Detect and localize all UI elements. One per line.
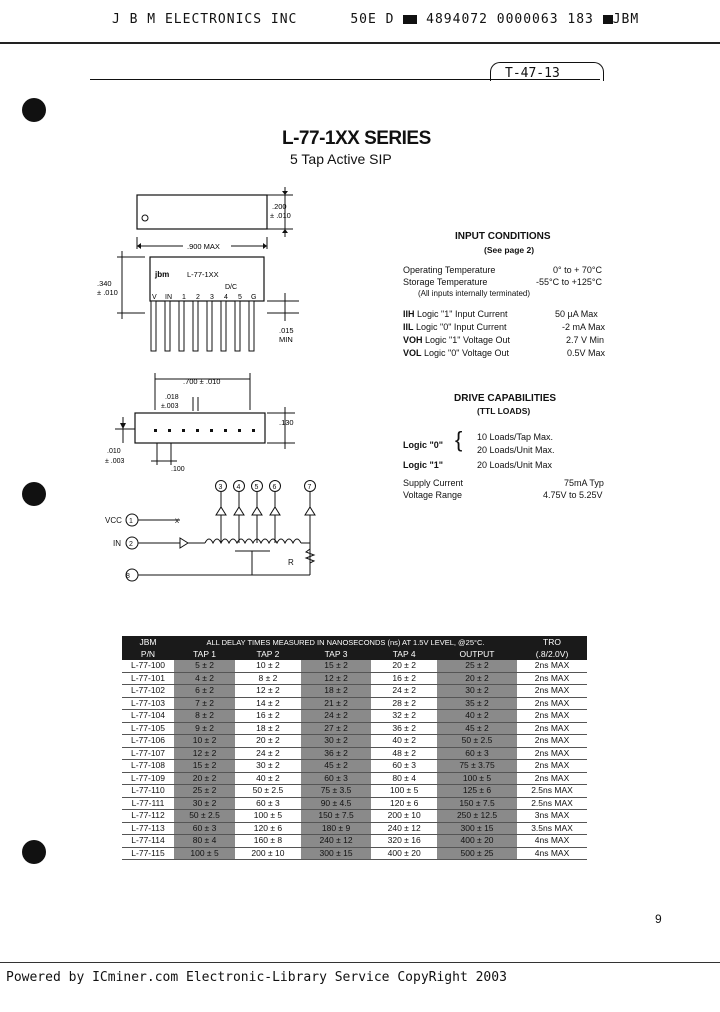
table-cell: 3.5ns MAX <box>517 822 587 835</box>
dim-130: .130 <box>279 418 294 427</box>
sch-tap-labels <box>219 484 312 491</box>
table-cell: L-77-103 <box>122 697 174 710</box>
table-cell: 18 ± 2 <box>301 685 371 698</box>
brace-icon: { <box>455 427 463 452</box>
schematic <box>105 481 316 582</box>
input-conditions-heading: INPUT CONDITIONS <box>455 231 551 242</box>
sch-in-label: IN <box>113 539 121 548</box>
table-cell: 250 ± 12.5 <box>437 810 517 823</box>
doc-number: T-47-13 <box>505 66 560 81</box>
package-top-view <box>137 195 267 229</box>
table-cell: 75 ± 3.5 <box>301 785 371 798</box>
table-cell: L-77-114 <box>122 835 174 848</box>
table-cell: L-77-104 <box>122 710 174 723</box>
table-row <box>122 760 587 773</box>
table-cell: 27 ± 2 <box>301 722 371 735</box>
table-cell: L-77-113 <box>122 822 174 835</box>
logic-symbol: VOL <box>403 348 422 358</box>
company-name: J B M ELECTRONICS INC <box>112 12 298 27</box>
jbm-header: JBM <box>122 636 174 648</box>
table-cell: 50 ± 2.5 <box>174 810 235 823</box>
table-cell: 32 ± 2 <box>371 710 437 723</box>
body-logo: jbm <box>155 270 170 279</box>
logic-label: Logic "1" Input Current <box>417 309 508 319</box>
table-row <box>122 735 587 748</box>
table-cell: 30 ± 2 <box>301 735 371 748</box>
table-cell: 60 ± 3 <box>371 760 437 773</box>
pin-labels <box>152 294 256 301</box>
table-cell: L-77-106 <box>122 735 174 748</box>
logic-value: 0.5V Max <box>567 348 606 358</box>
table-row <box>122 722 587 735</box>
table-cell: 30 ± 2 <box>235 760 301 773</box>
input-conditions-note: (See page 2) <box>484 245 535 255</box>
barcode-block <box>403 15 417 24</box>
table-cell: 240 ± 12 <box>371 822 437 835</box>
table-row <box>122 672 587 685</box>
pin-label: IN <box>165 294 172 301</box>
table-cell: 75 ± 3.75 <box>437 760 517 773</box>
page-subtitle: 5 Tap Active SIP <box>290 151 392 167</box>
sch-pin-2: 2 <box>129 541 133 548</box>
table-cell: 28 ± 2 <box>371 697 437 710</box>
voltage-label: Voltage Range <box>403 490 463 500</box>
table-cell: 2ns MAX <box>517 747 587 760</box>
table-cell: 24 ± 2 <box>301 710 371 723</box>
table-row <box>122 847 587 860</box>
dim-700: .700 ± .010 <box>183 377 221 386</box>
table-cell: 21 ± 2 <box>301 697 371 710</box>
table-cell: 320 ± 16 <box>371 835 437 848</box>
spec-label: Operating Temperature <box>403 265 496 275</box>
sch-tap-label: 4 <box>236 484 241 491</box>
pin-label: 4 <box>224 294 228 301</box>
col-header: TAP 4 <box>371 648 437 660</box>
table-row <box>122 835 587 848</box>
logic-symbol: IIH <box>403 309 415 319</box>
table-cell: 16 ± 2 <box>235 710 301 723</box>
table-cell: L-77-101 <box>122 672 174 685</box>
binder-hole <box>22 840 46 864</box>
col-header: TAP 2 <box>235 648 301 660</box>
table-cell: 100 ± 5 <box>371 785 437 798</box>
table-cell: 2ns MAX <box>517 722 587 735</box>
table-cell: 100 ± 5 <box>235 810 301 823</box>
table-cell: 25 ± 2 <box>437 660 517 672</box>
table-cell: L-77-109 <box>122 772 174 785</box>
logic0-a: 10 Loads/Tap Max. <box>477 432 554 442</box>
table-cell: 48 ± 2 <box>371 747 437 760</box>
table-cell: 24 ± 2 <box>371 685 437 698</box>
table-cell: 400 ± 20 <box>371 847 437 860</box>
sch-tap-label: 5 <box>254 484 259 491</box>
table-cell: 6 ± 2 <box>174 685 235 698</box>
package-drawing <box>95 185 405 595</box>
table-cell: 36 ± 2 <box>301 747 371 760</box>
supply-value: 75mA Typ <box>564 478 604 488</box>
dim-015: .015 <box>279 326 294 335</box>
table-cell: 10 ± 2 <box>174 735 235 748</box>
table-cell: 80 ± 4 <box>174 835 235 848</box>
spec-value: -55°C to +125°C <box>536 277 602 287</box>
binder-hole <box>22 98 46 122</box>
col-header: TAP 3 <box>301 648 371 660</box>
pin-label: V <box>152 294 157 301</box>
logic-value: 2.7 V Min <box>566 335 605 345</box>
table-cell: 240 ± 12 <box>301 835 371 848</box>
sch-tap-label: 3 <box>218 484 223 491</box>
table-cell: 4ns MAX <box>517 835 587 848</box>
dim-340-tol: ± .010 <box>97 288 118 297</box>
page-title: L-77-1XX SERIES <box>282 128 431 149</box>
table-cell: L-77-111 <box>122 797 174 810</box>
table-cell: 15 ± 2 <box>174 760 235 773</box>
catalog-number: 4894072 0000063 183 <box>426 12 594 27</box>
supply-label: Supply Current <box>403 478 464 488</box>
table-cell: 40 ± 2 <box>235 772 301 785</box>
pn-header: P/N <box>122 648 174 660</box>
sch-pin-1: 1 <box>129 518 133 525</box>
brand-mark: JBM <box>612 12 640 27</box>
table-cell: L-77-102 <box>122 685 174 698</box>
dim-018: .018 <box>165 394 179 401</box>
package-bottom-view <box>135 413 265 443</box>
tro-header: TRO <box>517 636 587 648</box>
table-cell: 3ns MAX <box>517 810 587 823</box>
sch-r-label: R <box>288 558 294 567</box>
table-cell: 20 ± 2 <box>437 672 517 685</box>
table-cell: 150 ± 7.5 <box>301 810 371 823</box>
table-cell: 20 ± 2 <box>174 772 235 785</box>
sch-vcc-label: VCC <box>105 516 122 525</box>
logic-symbol: VOH <box>403 335 423 345</box>
table-cell: L-77-105 <box>122 722 174 735</box>
table-cell: 8 ± 2 <box>174 710 235 723</box>
table-cell: 8 ± 2 <box>235 672 301 685</box>
footer-rule <box>0 962 720 963</box>
logic0-label: Logic "0" <box>403 440 444 450</box>
page-number: 9 <box>655 912 662 926</box>
table-cell: 150 ± 7.5 <box>437 797 517 810</box>
table-cell: 100 ± 5 <box>437 772 517 785</box>
pin-label: 5 <box>238 294 242 301</box>
table-cell: 12 ± 2 <box>301 672 371 685</box>
spec-value: 0° to + 70°C <box>553 265 602 275</box>
table-cell: 400 ± 20 <box>437 835 517 848</box>
table-cell: 20 ± 2 <box>235 735 301 748</box>
pin-label: 3 <box>210 294 214 301</box>
header-rule <box>0 42 720 44</box>
logic1-label: Logic "1" <box>403 460 444 470</box>
table-cell: 45 ± 2 <box>301 760 371 773</box>
table-row <box>122 785 587 798</box>
table-cell: L-77-115 <box>122 847 174 860</box>
body-part-label: L-77-1XX <box>187 270 219 279</box>
header-line <box>112 12 639 27</box>
table-cell: 9 ± 2 <box>174 722 235 735</box>
spec-label: Storage Temperature <box>403 277 488 287</box>
table-cell: 36 ± 2 <box>371 722 437 735</box>
table-cell: 5 ± 2 <box>174 660 235 672</box>
table-cell: 2ns MAX <box>517 672 587 685</box>
voltage-value: 4.75V to 5.25V <box>543 490 603 500</box>
spec-row <box>403 277 487 287</box>
table-cell: 24 ± 2 <box>235 747 301 760</box>
pin-label: G <box>251 294 257 301</box>
binder-hole <box>22 482 46 506</box>
spec-row <box>403 265 495 275</box>
footer-text: Powered by ICminer.com Electronic-Library Service CopyRight 2003 <box>6 970 507 985</box>
logic-row <box>403 348 509 358</box>
table-cell: 12 ± 2 <box>174 747 235 760</box>
dim-max-length: .900 MAX <box>187 242 220 251</box>
table-cell: 500 ± 25 <box>437 847 517 860</box>
body-dc: D/C <box>225 284 238 291</box>
table-row <box>122 660 587 672</box>
drive-sub: (TTL LOADS) <box>477 406 531 416</box>
table-cell: 4ns MAX <box>517 847 587 860</box>
table-cell: 2ns MAX <box>517 685 587 698</box>
sch-pin-8: 8 <box>126 573 130 580</box>
table-cell: 100 ± 5 <box>174 847 235 860</box>
table-row <box>122 772 587 785</box>
tro-sub-header: (.8/2.0V) <box>517 648 587 660</box>
drive-heading: DRIVE CAPABILITIES <box>454 393 557 404</box>
logic-label: Logic "0" Voltage Out <box>424 348 509 358</box>
table-cell: 12 ± 2 <box>235 685 301 698</box>
logic-row <box>403 322 506 332</box>
table-cell: 60 ± 3 <box>174 822 235 835</box>
dim-340: .340 <box>97 279 112 288</box>
table-cell: 160 ± 8 <box>235 835 301 848</box>
span-header: ALL DELAY TIMES MEASURED IN NANOSECONDS (ns) AT 1.5V LEVEL, @25°C. <box>174 636 517 648</box>
dim-height: .200 <box>272 202 287 211</box>
bottom-pin-dots <box>154 429 255 432</box>
logic0-b: 20 Loads/Unit Max. <box>477 445 555 455</box>
pin-label: 1 <box>182 294 186 301</box>
table-row <box>122 710 587 723</box>
logic-row <box>403 309 507 319</box>
package-leads <box>151 301 254 351</box>
sch-tap-label: 7 <box>307 484 312 491</box>
table-cell: 35 ± 2 <box>437 697 517 710</box>
table-cell: 60 ± 3 <box>235 797 301 810</box>
table-cell: L-77-100 <box>122 660 174 672</box>
dim-010-tol: ± .003 <box>105 458 125 465</box>
table-cell: 7 ± 2 <box>174 697 235 710</box>
table-cell: 2ns MAX <box>517 660 587 672</box>
logic-value: -2 mA Max <box>562 322 606 332</box>
table-cell: 4 ± 2 <box>174 672 235 685</box>
col-header: TAP 1 <box>174 648 235 660</box>
table-row <box>122 822 587 835</box>
svg-text:x: x <box>175 516 179 525</box>
delay-table <box>122 636 587 860</box>
table-cell: 2.5ns MAX <box>517 785 587 798</box>
doc-rule <box>90 79 600 80</box>
table-cell: 10 ± 2 <box>235 660 301 672</box>
dim-min: MIN <box>279 335 293 344</box>
pin-label: 2 <box>196 294 200 301</box>
table-row <box>122 810 587 823</box>
dim-010: .010 <box>107 448 121 455</box>
table-row <box>122 685 587 698</box>
table-cell: 2ns MAX <box>517 710 587 723</box>
table-cell: 2ns MAX <box>517 735 587 748</box>
table-cell: 2ns MAX <box>517 760 587 773</box>
table-row <box>122 747 587 760</box>
logic-value: 50 µA Max <box>555 309 598 319</box>
table-cell: 2.5ns MAX <box>517 797 587 810</box>
table-cell: 80 ± 4 <box>371 772 437 785</box>
table-cell: 180 ± 9 <box>301 822 371 835</box>
logic-label: Logic "1" Voltage Out <box>425 335 510 345</box>
logic-label: Logic "0" Input Current <box>416 322 507 332</box>
table-cell: 18 ± 2 <box>235 722 301 735</box>
logic-row <box>403 335 510 345</box>
col-header: OUTPUT <box>437 648 517 660</box>
table-cell: 50 ± 2.5 <box>437 735 517 748</box>
table-cell: 15 ± 2 <box>301 660 371 672</box>
header-code: 50E D <box>350 12 395 27</box>
logic-symbol: IIL <box>403 322 414 332</box>
dim-height-tol: ± .010 <box>270 211 291 220</box>
delay-table-body <box>122 660 587 860</box>
table-cell: 300 ± 15 <box>437 822 517 835</box>
table-cell: 90 ± 4.5 <box>301 797 371 810</box>
table-cell: 30 ± 2 <box>437 685 517 698</box>
table-cell: 60 ± 3 <box>437 747 517 760</box>
table-cell: 125 ± 6 <box>437 785 517 798</box>
table-row <box>122 797 587 810</box>
logic1-a: 20 Loads/Unit Max <box>477 460 553 470</box>
sch-tap-label: 6 <box>272 484 277 491</box>
table-cell: 25 ± 2 <box>174 785 235 798</box>
table-cell: 120 ± 6 <box>235 822 301 835</box>
table-cell: 45 ± 2 <box>437 722 517 735</box>
table-cell: 50 ± 2.5 <box>235 785 301 798</box>
table-cell: 40 ± 2 <box>437 710 517 723</box>
table-cell: L-77-110 <box>122 785 174 798</box>
terminated-note: (All inputs internally terminated) <box>418 289 531 298</box>
table-cell: 40 ± 2 <box>371 735 437 748</box>
table-cell: 200 ± 10 <box>371 810 437 823</box>
pin1-marker <box>142 215 148 221</box>
table-cell: 30 ± 2 <box>174 797 235 810</box>
table-cell: L-77-107 <box>122 747 174 760</box>
table-cell: 200 ± 10 <box>235 847 301 860</box>
table-cell: 2ns MAX <box>517 697 587 710</box>
dim-100: .100 <box>171 466 185 473</box>
dim-018-tol: ±.003 <box>161 403 179 410</box>
table-cell: 14 ± 2 <box>235 697 301 710</box>
table-cell: 120 ± 6 <box>371 797 437 810</box>
table-row <box>122 697 587 710</box>
barcode-block <box>603 15 613 24</box>
table-cell: 16 ± 2 <box>371 672 437 685</box>
table-cell: 60 ± 3 <box>301 772 371 785</box>
delay-line-coil <box>205 539 301 543</box>
table-cell: L-77-108 <box>122 760 174 773</box>
table-cell: 20 ± 2 <box>371 660 437 672</box>
table-cell: 2ns MAX <box>517 772 587 785</box>
table-cell: 300 ± 15 <box>301 847 371 860</box>
table-cell: L-77-112 <box>122 810 174 823</box>
